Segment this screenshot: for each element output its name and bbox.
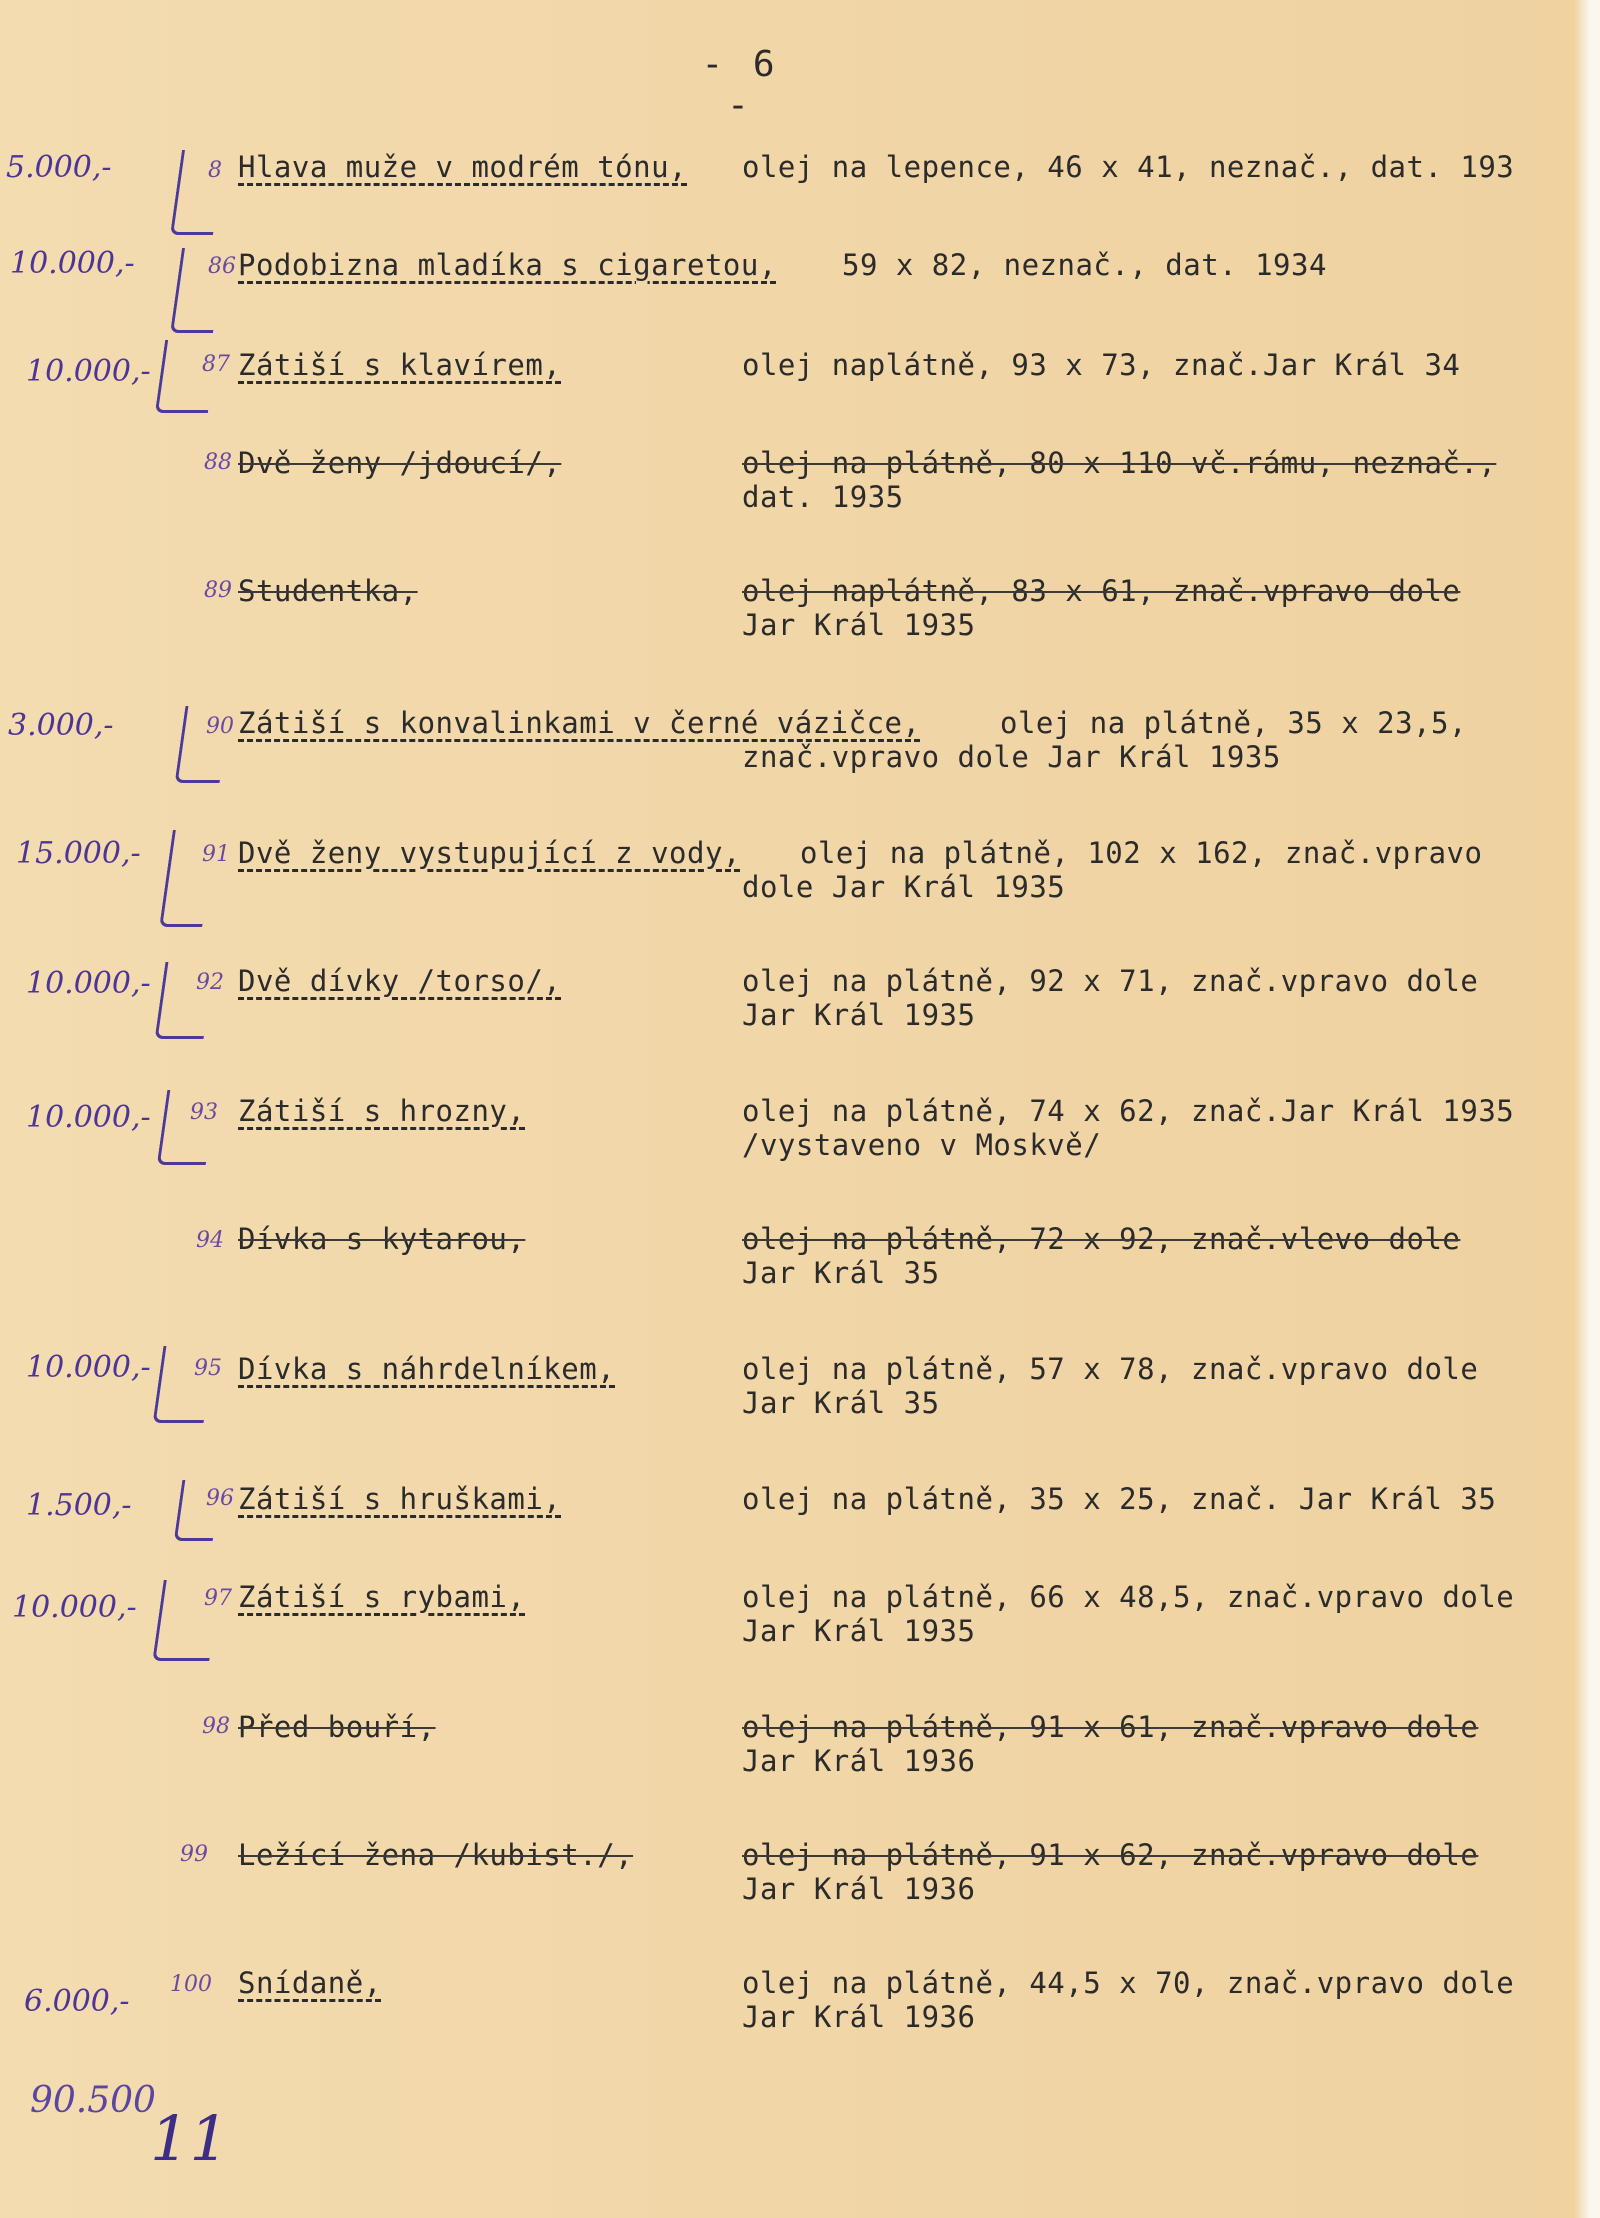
artwork-desc-line2: dole Jar Král 1935 <box>742 870 1066 904</box>
artwork-desc: olej na plátně, 72 x 92, znač.vlevo dole <box>742 1222 1461 1256</box>
item-number: 96 <box>206 1486 234 1511</box>
bracket-mark <box>155 340 218 413</box>
artwork-desc: olej na plátně, 80 x 110 vč.rámu, neznač., <box>742 446 1497 480</box>
artwork-desc: olej na plátně, 91 x 62, znač.vpravo dole <box>742 1838 1479 1872</box>
artwork-desc-line2: Jar Král 1936 <box>742 1744 976 1778</box>
artwork-title: Podobizna mladíka s cigaretou, <box>238 248 777 282</box>
price-annotation: 10.000,- <box>26 1100 151 1135</box>
bracket-mark <box>175 706 231 783</box>
item-number: 88 <box>204 450 232 475</box>
bracket-mark <box>152 1580 220 1661</box>
artwork-desc: olej na plátně, 66 x 48,5, znač.vpravo dole <box>742 1580 1515 1614</box>
item-number: 8 <box>208 158 222 183</box>
item-number: 90 <box>206 714 234 739</box>
item-number: 98 <box>202 1714 230 1739</box>
artwork-desc: olej naplátně, 83 x 61, znač.vpravo dole <box>742 574 1461 608</box>
item-number: 100 <box>170 1972 212 1997</box>
artwork-title: Zátiší s hruškami, <box>238 1482 562 1516</box>
item-number: 91 <box>202 842 230 867</box>
artwork-title: Snídaně, <box>238 1966 382 2000</box>
price-annotation: 3.000,- <box>8 708 114 743</box>
item-number: 93 <box>190 1100 218 1125</box>
item-number: 99 <box>180 1842 208 1867</box>
price-annotation: 10.000,- <box>10 246 135 281</box>
artwork-desc-line2: Jar Král 1935 <box>742 1614 976 1648</box>
artwork-desc: olej na plátně, 91 x 61, znač.vpravo dole <box>742 1710 1479 1744</box>
artwork-title: Hlava muže v modrém tónu, <box>238 150 687 184</box>
artwork-desc: olej na lepence, 46 x 41, neznač., dat. 193 <box>742 150 1515 184</box>
artwork-title: Zátiší s rybami, <box>238 1580 526 1614</box>
item-number: 87 <box>202 352 230 377</box>
handwritten-total: 90.500 <box>30 2080 156 2121</box>
item-number: 95 <box>194 1356 222 1381</box>
price-annotation: 10.000,- <box>26 354 151 389</box>
price-annotation: 15.000,- <box>16 836 141 871</box>
artwork-title: Dívka s kytarou, <box>238 1222 526 1256</box>
price-annotation: 10.000,- <box>26 1350 151 1385</box>
item-number: 97 <box>204 1586 232 1611</box>
artwork-desc-line2: Jar Král 1935 <box>742 608 976 642</box>
bracket-mark <box>170 150 225 235</box>
artwork-desc: olej na plátně, 57 x 78, znač.vpravo dole <box>742 1352 1479 1386</box>
artwork-title: Před bouří, <box>238 1710 436 1744</box>
artwork-desc-line2: Jar Král 1936 <box>742 1872 976 1906</box>
artwork-desc: olej na plátně, 74 x 62, znač.Jar Král 1935 <box>742 1094 1515 1128</box>
price-annotation: 1.500,- <box>26 1488 132 1523</box>
artwork-desc-line2: dat. 1935 <box>742 480 904 514</box>
price-annotation: 6.000,- <box>24 1984 130 2019</box>
bracket-mark <box>159 830 216 927</box>
artwork-title: Zátiší s hrozny, <box>238 1094 526 1128</box>
artwork-title: Dívka s náhrdelníkem, <box>238 1352 616 1386</box>
artwork-desc: olej na plátně, 102 x 162, znač.vpravo <box>800 836 1483 870</box>
artwork-title: Dvě ženy vystupující z vody, <box>238 836 741 870</box>
item-number: 86 <box>208 254 236 279</box>
artwork-title: Dvě dívky /torso/, <box>238 964 562 998</box>
price-annotation: 5.000,- <box>6 150 112 185</box>
artwork-desc-line2: Jar Král 35 <box>742 1256 940 1290</box>
artwork-title: Ležící žena /kubist./, <box>238 1838 634 1872</box>
artwork-desc: olej na plátně, 35 x 25, znač. Jar Král 35 <box>742 1482 1497 1516</box>
handwritten-page-count: 11 <box>150 2102 229 2175</box>
artwork-title: Zátiší s konvalinkami v černé vázičce, <box>238 706 921 740</box>
item-number: 89 <box>204 578 232 603</box>
artwork-desc-line2: Jar Král 35 <box>742 1386 940 1420</box>
artwork-desc: olej na plátně, 44,5 x 70, znač.vpravo dole <box>742 1966 1515 2000</box>
artwork-desc: olej na plátně, 35 x 23,5, <box>1000 706 1467 740</box>
artwork-desc: olej naplátně, 93 x 73, znač.Jar Král 34 <box>742 348 1461 382</box>
bracket-mark <box>157 1090 217 1165</box>
artwork-desc: olej na plátně, 92 x 71, znač.vpravo dole <box>742 964 1479 998</box>
artwork-title: Studentka, <box>238 574 418 608</box>
bracket-mark <box>174 1480 222 1541</box>
page-number: - 6 - <box>701 44 779 126</box>
price-annotation: 10.000,- <box>26 966 151 1001</box>
artwork-desc-line2: znač.vpravo dole Jar Král 1935 <box>742 740 1281 774</box>
artwork-desc-line2: Jar Král 1935 <box>742 998 976 1032</box>
item-number: 94 <box>196 1228 224 1253</box>
item-number: 92 <box>196 970 224 995</box>
artwork-title: Dvě ženy /jdoucí/, <box>238 446 562 480</box>
bracket-mark <box>170 248 225 333</box>
price-annotation: 10.000,- <box>12 1590 137 1625</box>
bracket-mark <box>153 1346 215 1423</box>
artwork-desc: 59 x 82, neznač., dat. 1934 <box>842 248 1327 282</box>
artwork-title: Zátiší s klavírem, <box>238 348 562 382</box>
paper-edge <box>1574 0 1600 2218</box>
artwork-desc-line2: /vystaveno v Moskvě/ <box>742 1128 1102 1162</box>
bracket-mark <box>155 962 215 1039</box>
artwork-desc-line2: Jar Král 1936 <box>742 2000 976 2034</box>
